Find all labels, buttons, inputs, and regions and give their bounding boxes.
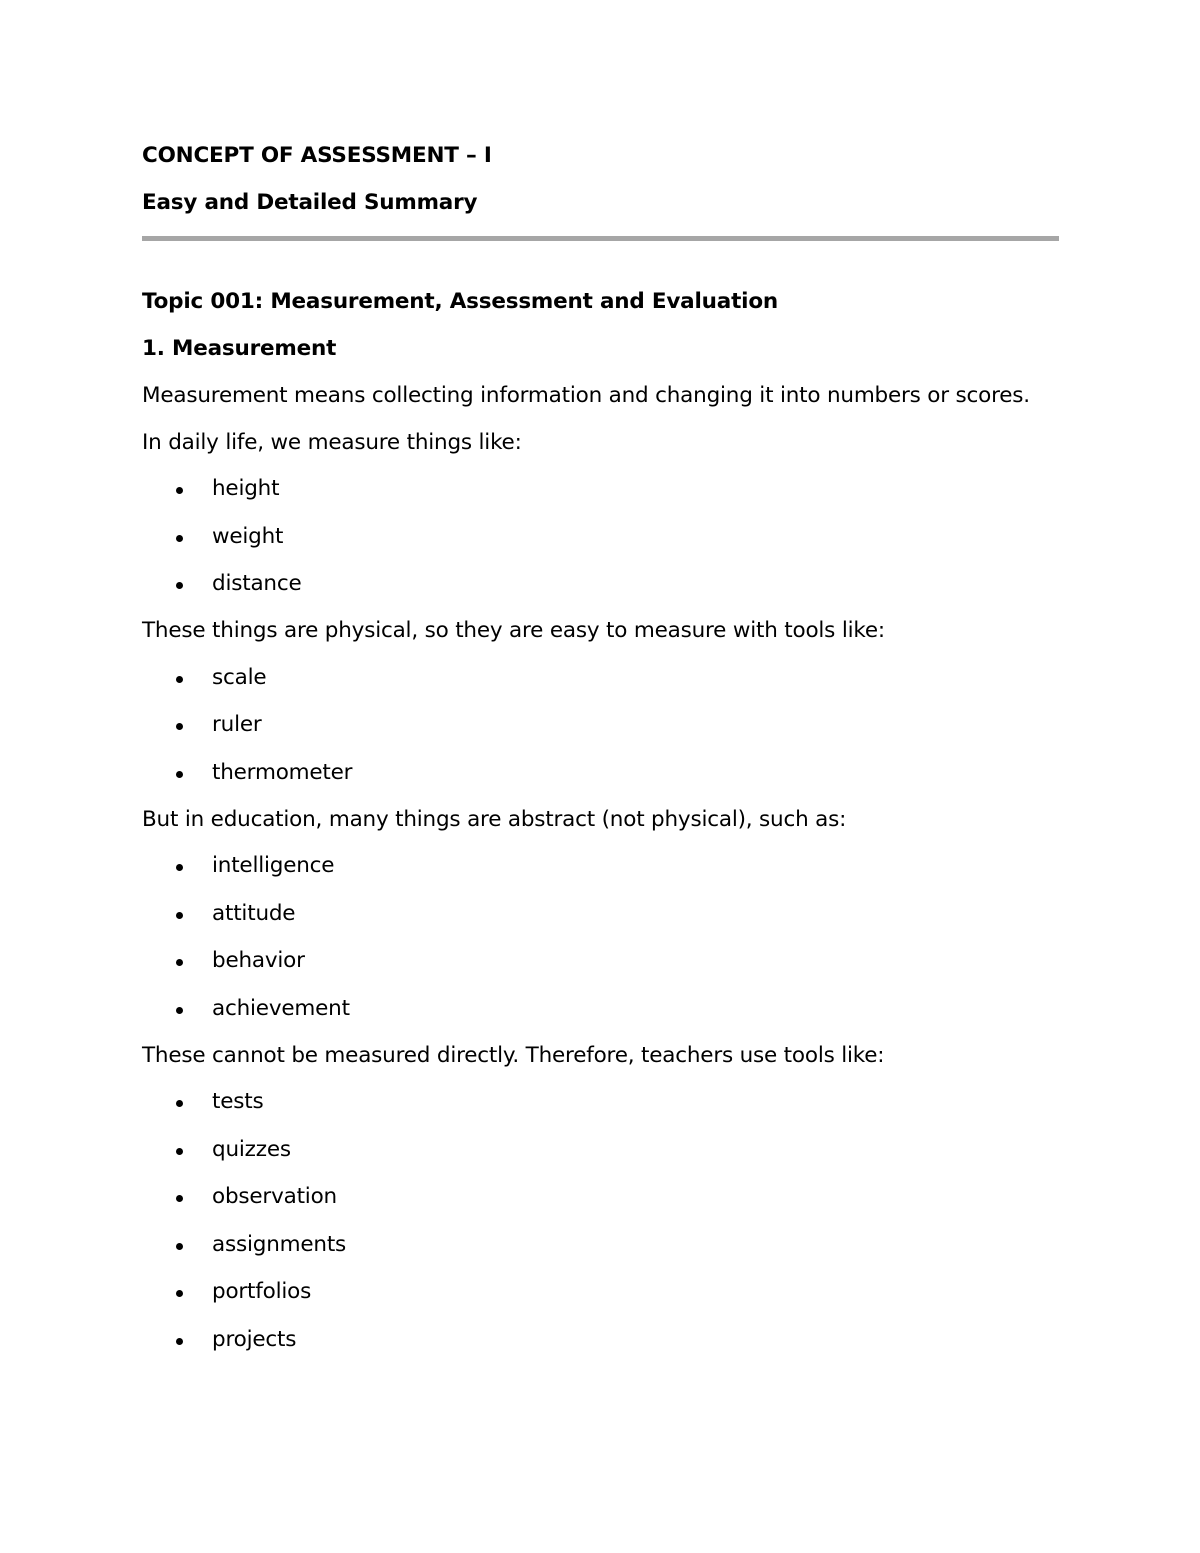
list-item-text: quizzes xyxy=(212,1136,291,1162)
bullet-icon xyxy=(176,1195,183,1202)
bullet-icon xyxy=(176,912,183,919)
paragraph-abstract: But in education, many things are abstract (not physical), such as: xyxy=(142,806,847,832)
list-item-text: observation xyxy=(212,1184,337,1209)
list-item xyxy=(142,521,1058,553)
list-item xyxy=(142,1276,1058,1308)
paragraph-physical: These things are physical, so they are easy to measure with tools like: xyxy=(142,618,885,643)
paragraph-definition: Measurement means collecting information and changing it into numbers or scores. xyxy=(142,383,1030,408)
list-item-text: scale xyxy=(212,664,267,690)
bullet-icon xyxy=(176,535,183,542)
bullet-icon xyxy=(176,959,183,966)
list-item-text: projects xyxy=(212,1326,297,1352)
bullet-icon xyxy=(176,723,183,730)
list-item xyxy=(142,757,1058,789)
bullet-icon xyxy=(176,771,183,778)
list-physical-tools xyxy=(142,662,1058,789)
bullet-icon xyxy=(176,1100,183,1107)
bullet-icon xyxy=(176,582,183,589)
list-item-text: thermometer xyxy=(212,759,353,785)
list-item-text: distance xyxy=(212,571,302,596)
document-subtitle: Easy and Detailed Summary xyxy=(142,190,478,215)
list-item xyxy=(142,850,1058,882)
list-item-text: weight xyxy=(212,523,284,549)
list-item-text: intelligence xyxy=(212,853,335,878)
topic-heading: Topic 001: Measurement, Assessment and Evaluation xyxy=(142,289,778,314)
list-item xyxy=(142,568,1058,600)
list-item xyxy=(142,1134,1058,1166)
list-teacher-tools xyxy=(142,1086,1058,1356)
document-title: CONCEPT OF ASSESSMENT – I xyxy=(142,143,492,168)
list-item xyxy=(142,993,1058,1025)
list-item xyxy=(142,898,1058,930)
list-item xyxy=(142,945,1058,977)
paragraph-indirect: These cannot be measured directly. Therefore, teachers use tools like: xyxy=(142,1042,885,1068)
list-item-text: assignments xyxy=(212,1231,347,1257)
bullet-icon xyxy=(176,1148,183,1155)
list-item xyxy=(142,473,1058,505)
list-item-text: behavior xyxy=(212,948,305,973)
list-item xyxy=(142,662,1058,694)
list-abstract-things xyxy=(142,850,1058,1025)
list-item-text: portfolios xyxy=(212,1279,312,1304)
list-item xyxy=(142,1086,1058,1118)
list-item-text: achievement xyxy=(212,995,350,1021)
list-item-text: height xyxy=(212,476,280,501)
section-heading: 1. Measurement xyxy=(142,336,337,361)
list-item-text: attitude xyxy=(212,900,296,926)
bullet-icon xyxy=(176,487,183,494)
horizontal-rule xyxy=(142,236,1059,241)
list-daily-things xyxy=(142,473,1058,600)
list-item xyxy=(142,1229,1058,1261)
list-item xyxy=(142,1324,1058,1356)
bullet-icon xyxy=(176,1007,183,1014)
bullet-icon xyxy=(176,676,183,683)
paragraph-daily-life: In daily life, we measure things like: xyxy=(142,429,522,455)
bullet-icon xyxy=(176,1338,183,1345)
bullet-icon xyxy=(176,864,183,871)
list-item xyxy=(142,1181,1058,1213)
document-page xyxy=(142,140,1058,1356)
list-item-text: tests xyxy=(212,1089,264,1114)
bullet-icon xyxy=(176,1290,183,1297)
list-item xyxy=(142,709,1058,741)
list-item-text: ruler xyxy=(212,712,262,737)
bullet-icon xyxy=(176,1243,183,1250)
